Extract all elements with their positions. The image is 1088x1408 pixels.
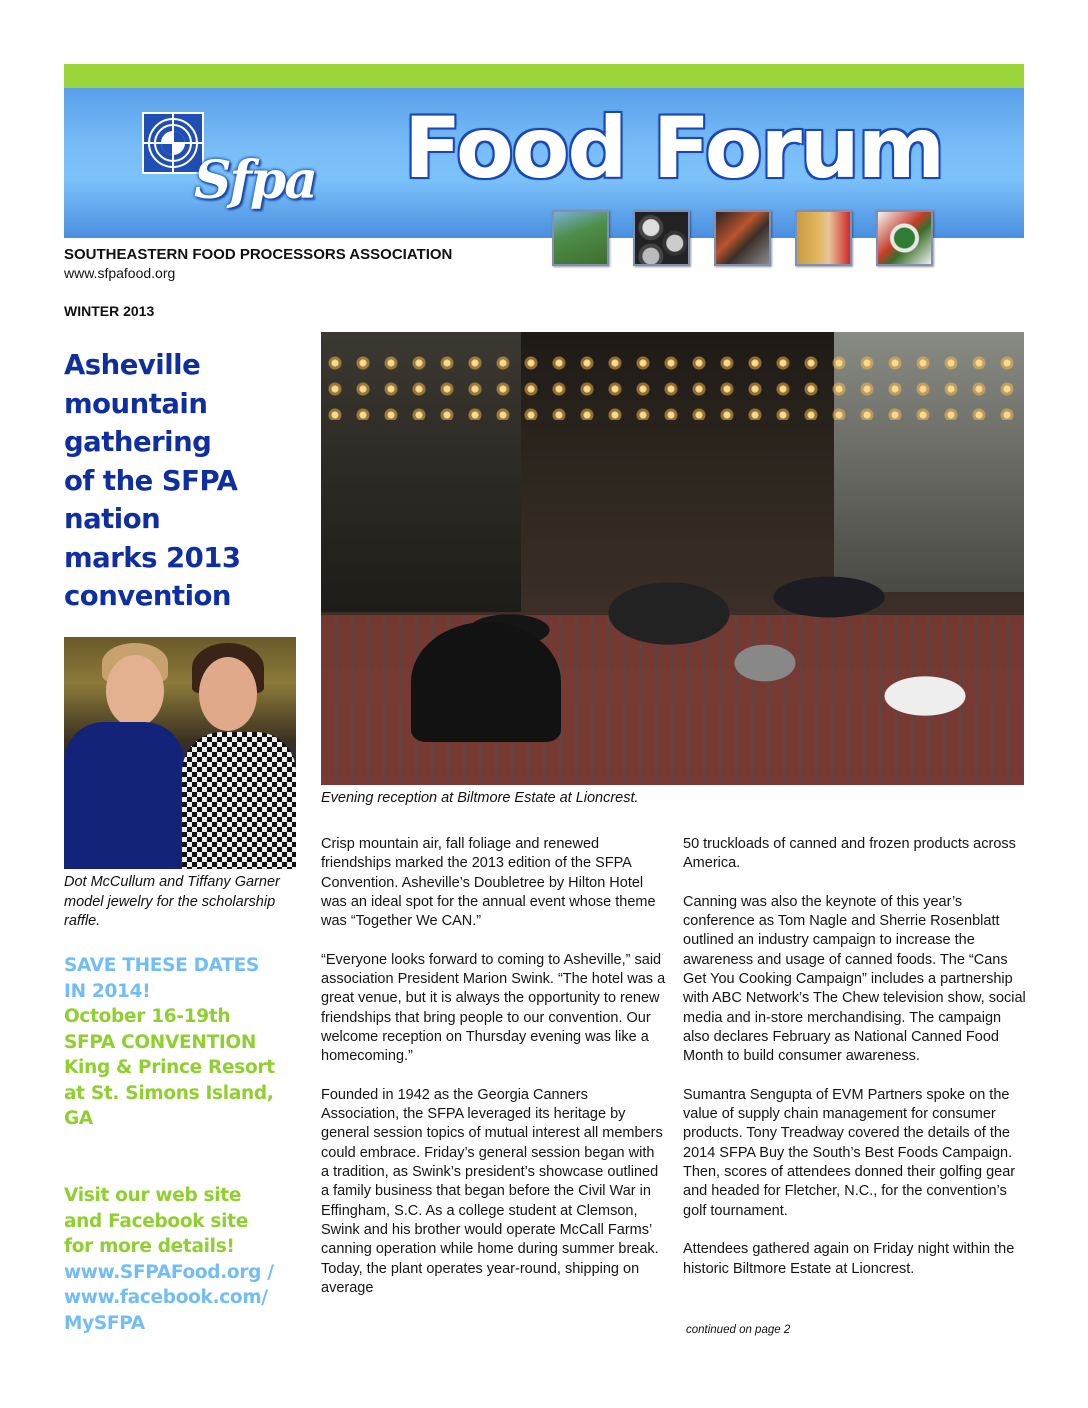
article-paragraph: 50 truckloads of canned and frozen products across America. [683, 836, 1016, 872]
headline-line: nation [64, 503, 161, 535]
article-headline [64, 346, 304, 616]
sfpa-logo [142, 112, 316, 212]
headline-line: Asheville [64, 349, 201, 381]
article-paragraph: “Everyone looks forward to coming to Asheville,” said association President Marion Swink. “The hotel was a great venue, but it is always the opportunity to renew friendships that bring people to our convention. Our welcome reception on Thursday evening was like a homecoming.” [321, 951, 666, 1065]
headline-line: gathering [64, 426, 212, 458]
article-paragraph: Canning was also the keynote of this year’s conference as Tom Nagle and Sherrie Rosenblatt outlined an industry campaign to increase the awareness and usage of canned foods. The “Cans Get You Cooking Campaign” includes a partnership with ABC Network’s The Chew television show, social media and in-store merchandising. The campaign also declares February as National Canned Food Month to build consumer awareness. [683, 893, 1026, 1065]
facebook-link[interactable]: www.facebook.com/ [64, 1287, 268, 1308]
side-photo-caption: Dot McCullum and Tiffany Garner model jewelry for the scholarship raffle. [64, 874, 280, 929]
save-dates-detail: October 16-19th [64, 1006, 231, 1027]
main-photo-evening-reception [321, 332, 1024, 785]
header-green-bar [64, 64, 1024, 88]
visit-text: for more details! [64, 1236, 235, 1257]
visit-website-block [64, 1183, 314, 1336]
grocery-shopper-photo [795, 210, 852, 266]
organization-url[interactable]: www.sfpafood.org [64, 265, 176, 281]
headline-line: mountain [64, 387, 208, 420]
continued-on-page-note: continued on page 2 [686, 1324, 791, 1336]
string-lights [321, 350, 1024, 420]
visit-text: and Facebook site [64, 1210, 248, 1232]
farm-workers-photo [552, 210, 609, 266]
headline-line: of the SFPA [64, 464, 238, 497]
article-column-2 [683, 835, 1028, 1298]
article-column-1 [321, 835, 666, 1317]
headline-line: convention [64, 580, 231, 612]
save-dates-detail: GA [64, 1108, 93, 1129]
save-dates-title: SAVE THESE DATES [64, 955, 259, 976]
headline-line: marks 2013 [64, 541, 241, 574]
organization-name: SOUTHEASTERN FOOD PROCESSORS ASSOCIATION [64, 246, 453, 263]
facebook-link[interactable]: MySFPA [64, 1312, 145, 1334]
article-paragraph: Sumantra Sengupta of EVM Partners spoke on the value of supply chain management for consumer products. Tony Treadway covered the details of the 2014 SFPA Buy the South’s Best Foods Campaign. Then, scores of attendees donned their golfing gear and headed for Fletcher, N.C., for the convention’s golf tournament. [683, 1086, 1016, 1219]
masthead-thumbnails [552, 210, 933, 266]
save-dates-detail: King & Prince Resort [64, 1057, 275, 1078]
save-dates-detail: SFPA CONVENTION [64, 1031, 257, 1053]
issue-date: WINTER 2013 [64, 303, 155, 319]
cans-photo [633, 210, 690, 266]
article-paragraph: Founded in 1942 as the Georgia Canners Association, the SFPA leveraged its heritage by general session topics of mutual interest all members could embrace. Friday’s general session began with a tradition, as Swink’s president’s showcase outlined a family business that began before the Civil War in Effingham, S.C. As a college student at Clemson, Swink and his brother would operate McCall Farms’ canning operation while home during summer break. Today, the plant operates year-round, shipping on average [321, 1086, 663, 1296]
save-the-dates-block [64, 953, 314, 1132]
main-photo-caption: Evening reception at Biltmore Estate at Lioncrest. [321, 790, 639, 806]
side-photo-two-women [64, 637, 296, 869]
visit-text: Visit our web site [64, 1185, 242, 1206]
website-link[interactable]: www.SFPAFood.org / [64, 1261, 274, 1283]
salad-photo [876, 210, 933, 266]
article-paragraph: Attendees gathered again on Friday night within the historic Biltmore Estate at Lioncrest. [683, 1241, 1015, 1277]
article-paragraph: Crisp mountain air, fall foliage and renewed friendships marked the 2013 edition of the SFPA Convention. Asheville’s Doubletree by Hilton Hotel was an ideal spot for the annual event whose theme was “Together We CAN.” [321, 836, 656, 930]
processing-machinery-photo [714, 210, 771, 266]
masthead-title: Food Forum [404, 99, 944, 197]
save-dates-title: IN 2014! [64, 980, 151, 1002]
save-dates-detail: at St. Simons Island, [64, 1082, 274, 1104]
sfpa-logo-text: Sfpa [194, 150, 316, 211]
cocktail-table [411, 622, 561, 742]
